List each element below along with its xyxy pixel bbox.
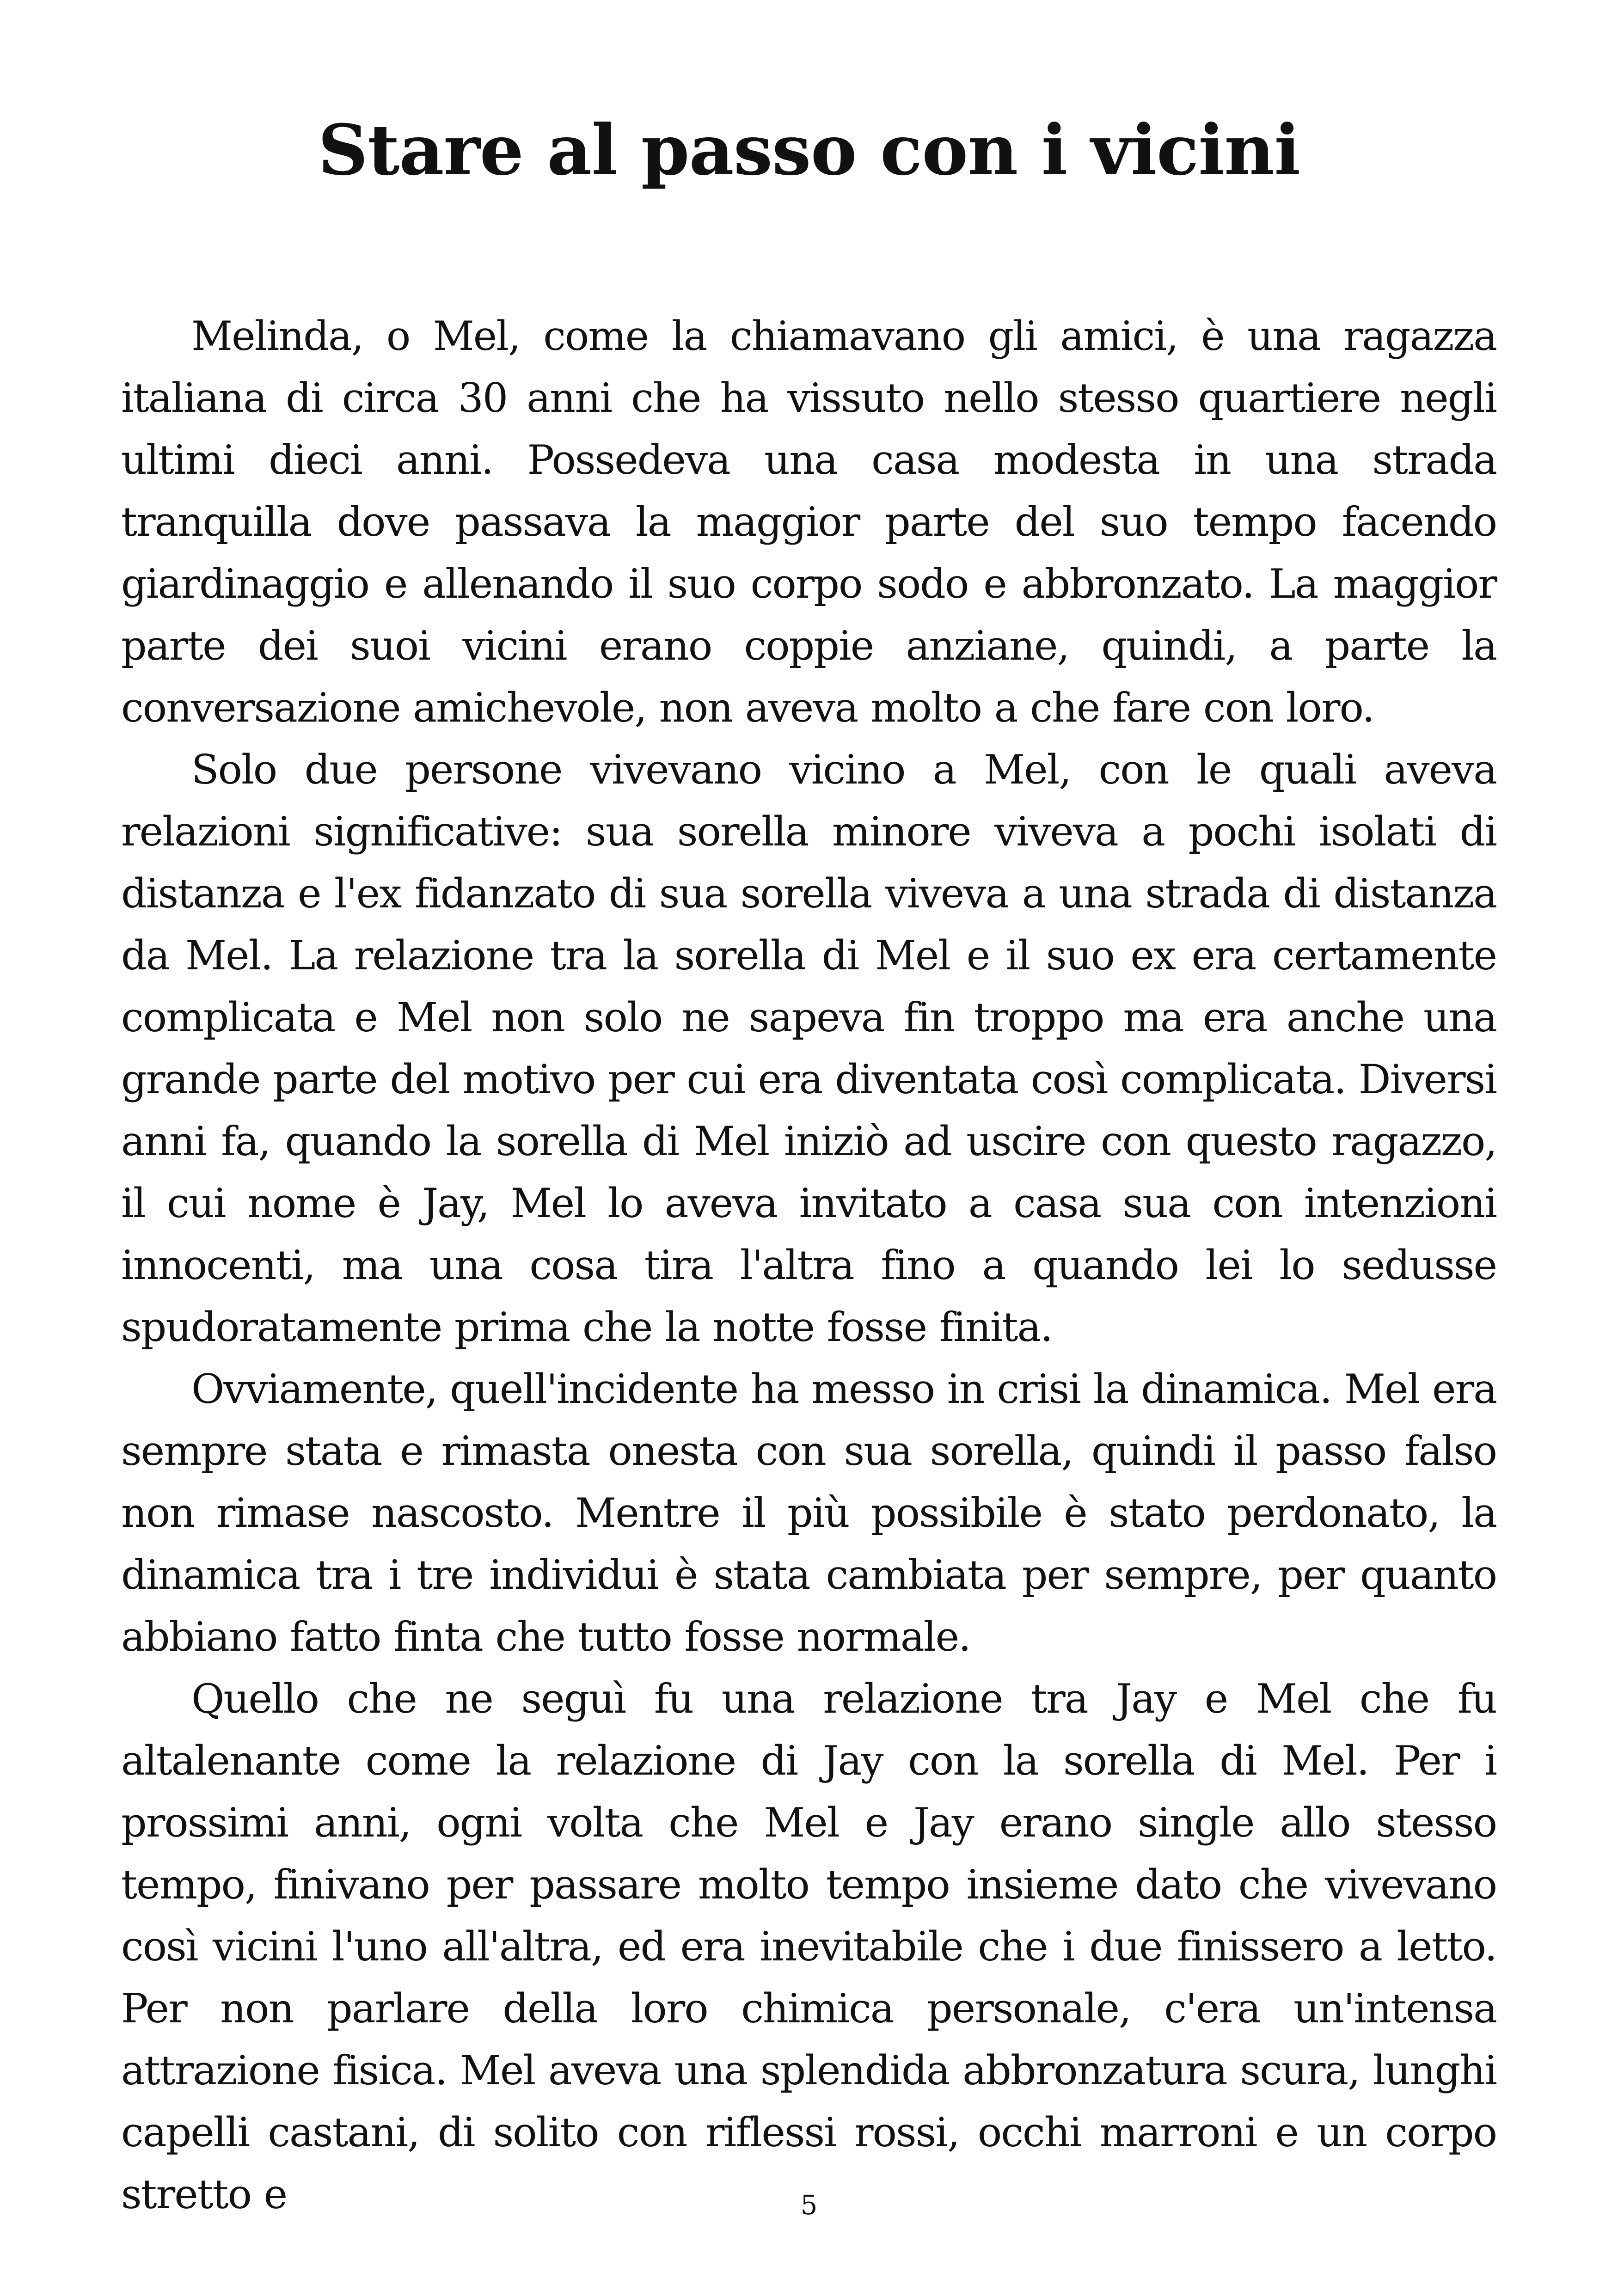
paragraph-2: Solo due persone vivevano vicino a Mel, con le quali aveva relazioni significative: sua sorella minore viveva a pochi isolati di distanza e l'ex fidanzato di sua sorella viveva a una strada di distanza da Mel. La relazione tra la sorella di Mel e il suo ex era certamente complicata e Mel non solo ne sapeva fin troppo ma era anche una grande parte del motivo per cui era diventata così complicata. Diversi anni fa, quando la sorella di Mel iniziò ad uscire con questo ragazzo, il cui nome è Jay, Mel lo aveva invitato a casa sua con intenzioni innocenti, ma una cosa tira l'altra fino a quando lei lo sedusse spudoratamente prima che la notte fosse finita. (121, 746, 1496, 1351)
paragraph-1: Melinda, o Mel, come la chiamavano gli amici, è una ragazza italiana di circa 30 anni che ha vissuto nello stesso quartiere negli ultimi dieci anni. Possedeva una casa modesta in una strada tranquilla dove passava la maggior parte del suo tempo facendo giardinaggio e allenando il suo corpo sodo e abbronzato. La maggior parte dei suoi vicini erano coppie anziane, quindi, a parte la conversazione amichevole, non aveva molto a che fare con loro. (121, 312, 1496, 731)
paragraph-4: Quello che ne seguì fu una relazione tra Jay e Mel che fu altalenante come la relazione di Jay con la sorella di Mel. Per i prossimi anni, ogni volta che Mel e Jay erano single allo stesso tempo, finivano per passare molto tempo insieme dato che vivevano così vicini l'uno all'altra, ed era inevitabile che i due finissero a letto. Per non parlare della loro chimica personale, c'era un'intensa attrazione fisica. Mel aveva una splendida abbronzatura scura, lunghi capelli castani, di solito con riflessi rossi, occhi marroni e un corpo stretto e (121, 1675, 1496, 2218)
chapter-title: Stare al passo con i vicini (318, 110, 1300, 191)
paragraph-3: Ovviamente, quell'incidente ha messo in crisi la dinamica. Mel era sempre stata e rimasta onesta con sua sorella, quindi il passo falso non rimase nascosto. Mentre il più possibile è stato perdonato, la dinamica tra i tre individui è stata cambiata per sempre, per quanto abbiano fatto finta che tutto fosse normale. (121, 1365, 1496, 1660)
page-number: 5 (800, 2189, 818, 2221)
chapter-body (121, 305, 1496, 2218)
